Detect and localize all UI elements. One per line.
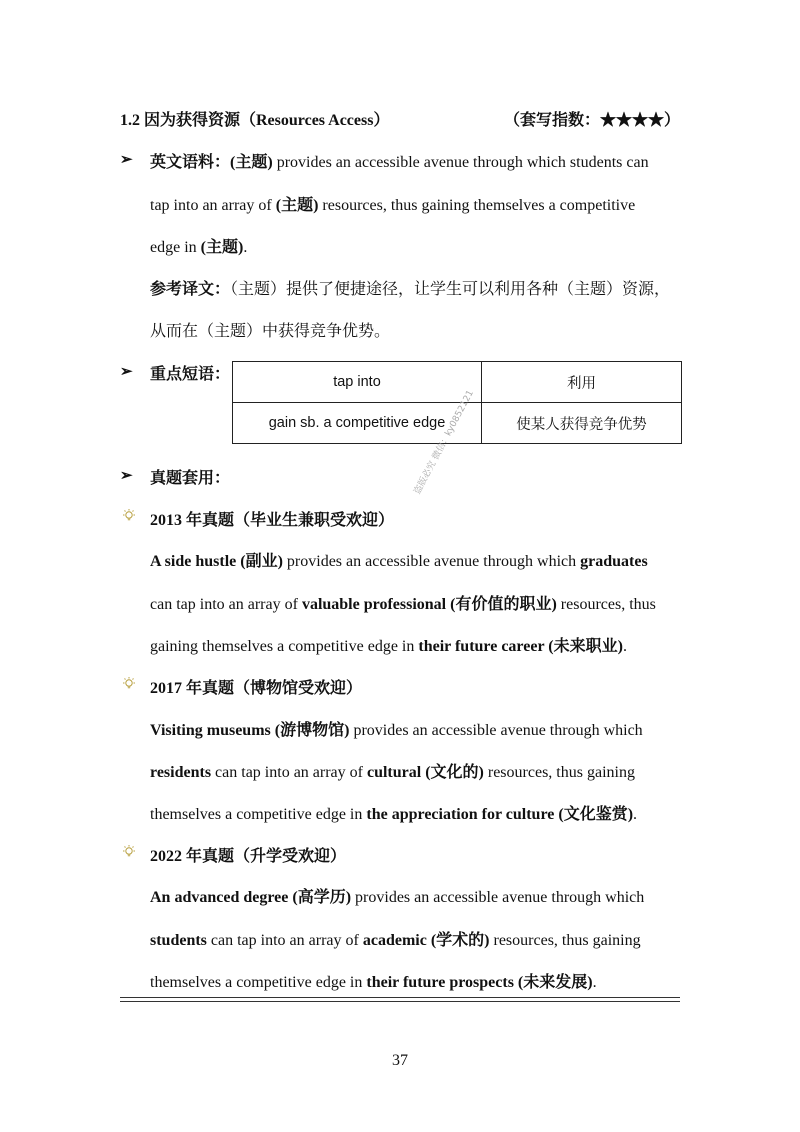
bold-text-segment: academic: [362, 932, 431, 949]
example-2017-line-1: [150, 717, 643, 740]
text-segment: provides an accessible avenue through which students can: [272, 154, 649, 171]
translation-line-2: 从而在（主题）中获得竞争优势。: [150, 323, 391, 340]
example-2022-line-1: [150, 884, 644, 907]
example-2013-line-1: [150, 548, 648, 571]
bold-text-segment: A side hustle: [150, 553, 241, 570]
bold-text-segment: (主题): [200, 239, 244, 256]
watermark: 盗版必究 微信：ky0852121: [412, 388, 477, 497]
text-segment: provides an accessible avenue through which: [349, 722, 643, 739]
example-heading-2022: 2022 年真题（升学受欢迎）: [150, 848, 347, 865]
phrase-zh-cell: 利用: [482, 362, 682, 403]
text-segment: resources, thus gaining: [489, 932, 641, 949]
bold-text-segment: (游博物馆): [274, 722, 350, 739]
text-segment: tap into an array of: [150, 197, 276, 214]
example-2022-line-2: [150, 927, 641, 950]
example-2022-line-3: [150, 969, 597, 992]
example-heading-2013: 2013 年真题（毕业生兼职受欢迎）: [150, 512, 395, 529]
lightbulb-icon: [121, 676, 137, 692]
example-heading-2017: 2017 年真题（博物馆受欢迎）: [150, 680, 363, 697]
applied-label: 真题套用：: [150, 470, 231, 487]
text-segment: .: [633, 806, 638, 823]
text-segment: .: [592, 974, 597, 991]
example-2013-line-3: [150, 633, 627, 656]
phrase-zh-cell: 使某人获得竞争优势: [482, 403, 682, 444]
text-segment: can tap into an array of: [211, 764, 367, 781]
text-segment: can tap into an array of: [150, 596, 302, 613]
text-segment: themselves a competitive edge in: [150, 806, 367, 823]
text-segment: gaining themselves a competitive edge in: [150, 638, 419, 655]
bold-text-segment: (副业): [240, 553, 283, 570]
text-segment: provides an accessible avenue through which: [282, 553, 581, 570]
bottom-rule-bottom: [120, 1001, 680, 1002]
text-segment: .: [622, 638, 627, 655]
corpus-line-3: [150, 234, 247, 257]
text-segment: resources, thus gaining: [483, 764, 635, 781]
example-2017-line-2: [150, 759, 635, 782]
section-heading: [120, 107, 680, 129]
translation-label: 参考译文：: [150, 281, 231, 298]
corpus-label: 英文语料：: [150, 154, 231, 171]
text-segment: resources, thus gaining themselves a competitive: [318, 197, 636, 214]
lightbulb-icon: [121, 844, 137, 860]
corpus-line-1: [150, 149, 649, 172]
bold-text-segment: (未来发展): [517, 974, 593, 991]
bold-text-segment: cultural: [366, 764, 426, 781]
difficulty-index: （套写指数：★★★★）: [503, 112, 680, 129]
bold-text-segment: their future prospects: [366, 974, 518, 991]
corpus-text-1: [230, 154, 649, 171]
corpus-line-2: [150, 192, 635, 215]
phrase-en-cell: tap into: [233, 362, 482, 403]
bullet-arrow-icon: ➢: [120, 468, 133, 484]
bold-text-segment: (学术的): [430, 932, 490, 949]
bold-text-segment: (有价值的职业): [450, 596, 557, 613]
translation-text-1: （主题）提供了便捷途径，让学生可以利用各种（主题）资源，: [230, 281, 671, 298]
bottom-rule-top: [120, 997, 680, 998]
translation-line-1: [150, 276, 670, 299]
bold-text-segment: students: [150, 932, 207, 949]
bold-text-segment: residents: [150, 764, 212, 781]
text-segment: can tap into an array of: [206, 932, 363, 949]
text-segment: themselves a competitive edge in: [150, 974, 367, 991]
bold-text-segment: (文化鉴赏): [558, 806, 634, 823]
bold-text-segment: (主题): [230, 154, 273, 171]
bullet-arrow-icon: ➢: [120, 152, 133, 168]
bold-text-segment: their future career: [418, 638, 549, 655]
bold-text-segment: the appreciation for culture: [366, 806, 559, 823]
text-segment: provides an accessible avenue through which: [351, 889, 645, 906]
section-title: 1.2 因为获得资源（Resources Access）: [120, 112, 390, 129]
bold-text-segment: (高学历): [292, 889, 352, 906]
example-2017-line-3: [150, 801, 637, 824]
text-segment: resources, thus: [556, 596, 656, 613]
text-segment: .: [243, 239, 248, 256]
phrase-en-cell: gain sb. a competitive edge: [233, 403, 482, 444]
table-row: [233, 362, 682, 403]
bullet-arrow-icon: ➢: [120, 364, 133, 380]
page-number: 37: [392, 1052, 408, 1069]
bold-text-segment: valuable professional: [301, 596, 451, 613]
bold-text-segment: An advanced degree: [150, 889, 293, 906]
bold-text-segment: (文化的): [425, 764, 484, 781]
bold-text-segment: graduates: [580, 553, 648, 570]
text-segment: edge in: [150, 239, 201, 256]
phrases-label: 重点短语：: [150, 366, 231, 383]
bold-text-segment: (主题): [275, 197, 319, 214]
bold-text-segment: (未来职业): [548, 638, 623, 655]
lightbulb-icon: [121, 508, 137, 524]
example-2013-line-2: [150, 591, 656, 614]
bold-text-segment: Visiting museums: [150, 722, 275, 739]
